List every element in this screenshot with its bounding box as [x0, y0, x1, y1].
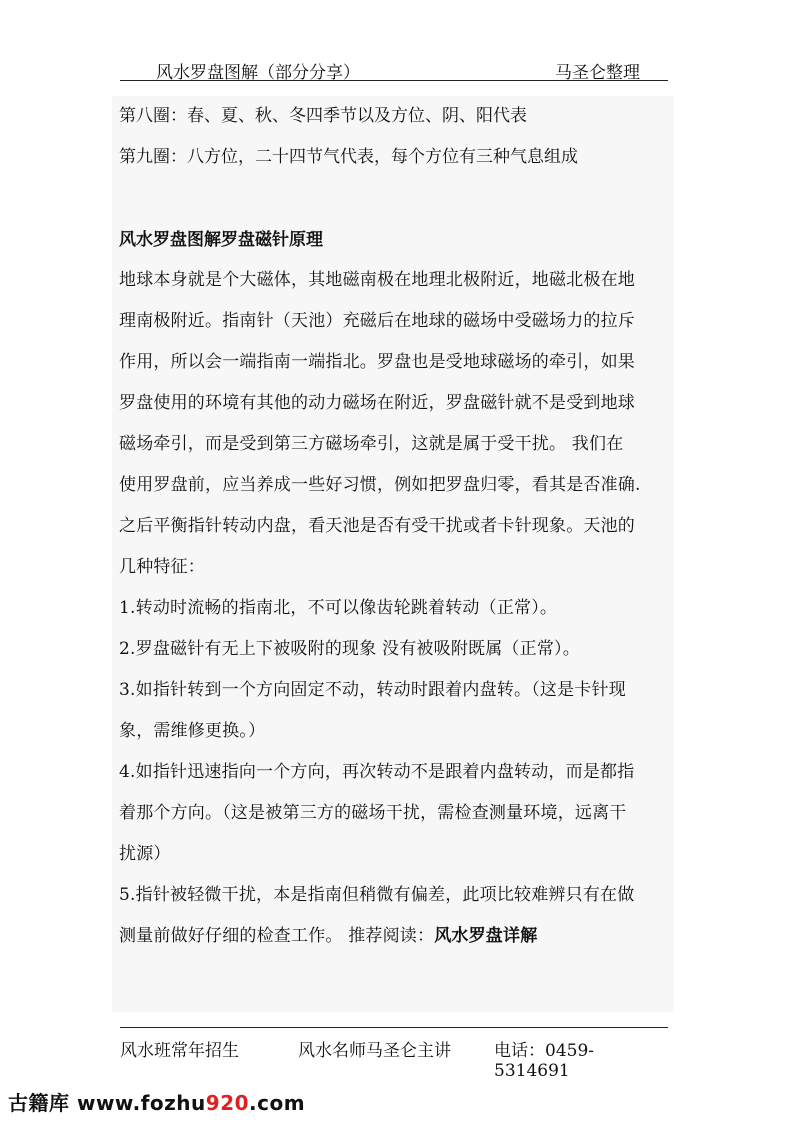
paragraph-line: 几种特征：: [119, 557, 205, 577]
list-item: 4.如指针迅速指向一个方向，再次转动不是跟着内盘转动，而是都指: [119, 762, 635, 782]
watermark-number: 920: [205, 1091, 250, 1115]
header-title: 风水罗盘图解（部分分享）: [156, 63, 360, 83]
paragraph-line: 使用罗盘前，应当养成一些好习惯，例如把罗盘归零，看其是否准确.: [119, 475, 641, 495]
site-watermark: [8, 1087, 305, 1116]
footer-class-info: 风水班常年招生: [120, 1041, 239, 1061]
content-area: [112, 96, 674, 1012]
list-item: 象，需维修更换。）: [119, 721, 266, 741]
section-heading: 风水罗盘图解罗盘磁针原理: [119, 230, 323, 250]
paragraph-line: 作用，所以会一端指南一端指北。罗盘也是受地球磁场的牵引，如果: [119, 352, 635, 372]
list-item: 扰源）: [119, 844, 171, 864]
list-item: 1.转动时流畅的指南北，不可以像齿轮跳着转动（正常）。: [119, 598, 558, 618]
ring-8-description: 第八圈：春、夏、秋、冬四季节以及方位、阴、阳代表: [119, 106, 527, 126]
list-item: 着那个方向。（这是被第三方的磁场干扰，需检查测量环境，远离干: [119, 803, 627, 823]
footer-master: 风水名师马圣仑主讲: [298, 1041, 451, 1061]
ring-9-description: 第九圈：八方位，二十四节气代表，每个方位有三种气息组成: [119, 147, 578, 167]
list-item: 5.指针被轻微干扰，本是指南但稍微有偏差，此项比较难辨只有在做: [119, 885, 635, 905]
watermark-suffix: .com: [249, 1091, 306, 1115]
header-author: 马圣仑整理: [555, 63, 640, 83]
list-item-last: [119, 916, 671, 957]
paragraph-line: 罗盘使用的环境有其他的动力磁场在附近，罗盘磁针就不是受到地球: [119, 393, 635, 413]
footer-phone: 电话：0459-5314691: [494, 1041, 595, 1081]
paragraph-line: 磁场牵引，而是受到第三方磁场牵引，这就是属于受干扰。 我们在: [119, 434, 624, 454]
watermark-prefix: 古籍库 www.fozhu: [8, 1091, 206, 1115]
paragraph-line: 之后平衡指针转动内盘，看天池是否有受干扰或者卡针现象。天池的: [119, 516, 635, 536]
page-header: [120, 56, 668, 81]
list-item: 3.如指针转到一个方向固定不动，转动时跟着内盘转。（这是卡针现: [119, 680, 626, 700]
paragraph-line: 地球本身就是个大磁体，其地磁南极在地理北极附近，地磁北极在地: [119, 270, 635, 290]
paragraph-line: 理南极附近。指南针（天池）充磁后在地球的磁场中受磁场力的拉斥: [119, 311, 635, 331]
page-footer: [120, 1027, 668, 1081]
last-line-text: 测量前做好仔细的检查工作。 推荐阅读：: [119, 926, 435, 946]
list-item: 2.罗盘磁针有无上下被吸附的现象 没有被吸附既属（正常）。: [119, 639, 580, 659]
recommended-link[interactable]: 风水罗盘详解: [434, 926, 538, 946]
